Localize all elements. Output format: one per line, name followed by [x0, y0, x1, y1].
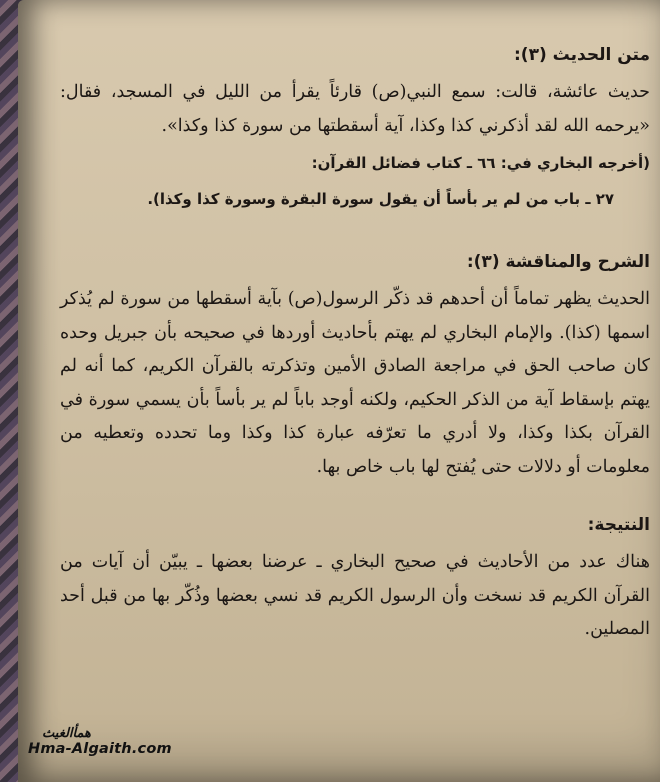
page-content: [60, 40, 650, 647]
hadith-reference-2: ٢٧ ـ باب من لم ير بأساً أن يقول سورة البقرة وسورة كذا وكذا).: [147, 190, 614, 208]
hadith-reference-1: (أخرجه البخاري في: ٦٦ ـ كتاب فضائل القرآن:: [311, 154, 650, 172]
commentary-heading: الشرح والمناقشة (٣):: [466, 252, 650, 272]
result-heading: النتيجة:: [587, 515, 650, 535]
watermark-url: Hma-Algaith.com: [28, 741, 172, 757]
watermark-arabic: همأالغيث: [42, 726, 91, 741]
hadith-heading: متن الحديث (٣):: [514, 45, 650, 65]
site-watermark: [28, 726, 172, 757]
hadith-body: حديث عائشة، قالت: سمع النبي(ص) قارئاً يقرأ من الليل في المسجد، فقال: «يرحمه الله لقد أذكرني كذا وكذا، آية أسقطتها من سورة كذا وكذا».: [60, 82, 650, 136]
result-body: هناك عدد من الأحاديث في صحيح البخاري ـ عرضنا بعضها ـ يبيّن أن آيات من القرآن الكريم قد نسخت وأن الرسول الكريم قد نسي بعضها وذُكّر بها من قبل أحد المصلين.: [60, 552, 650, 639]
commentary-body: الحديث يظهر تماماً أن أحدهم قد ذكّر الرسول(ص) بآية أسقطها من سورة لم يُذكر اسمها (كذا). والإمام البخاري لم يهتم بأحاديث أوردها في صحيحه بأن جبريل وحده كان صاحب الحق في مراجعة الصادق الأمين وتذكرته بالقرآن الكريم، كما أنه لم يهتم بإسقاط آية من الذكر الحكيم، ولكنه أوجد باباً لم ير بأساً بأن يسمي سورة في القرآن بكذا وكذا، ولا أدري ما تعرّفه عبارة كذا وكذا وما تحدده وتعطيه من معلومات أو دلالات حتى يُفتح لها باب خاص بها.: [60, 289, 650, 477]
section-gap: [60, 215, 650, 247]
book-page: [18, 0, 660, 782]
section-gap: [60, 484, 650, 510]
